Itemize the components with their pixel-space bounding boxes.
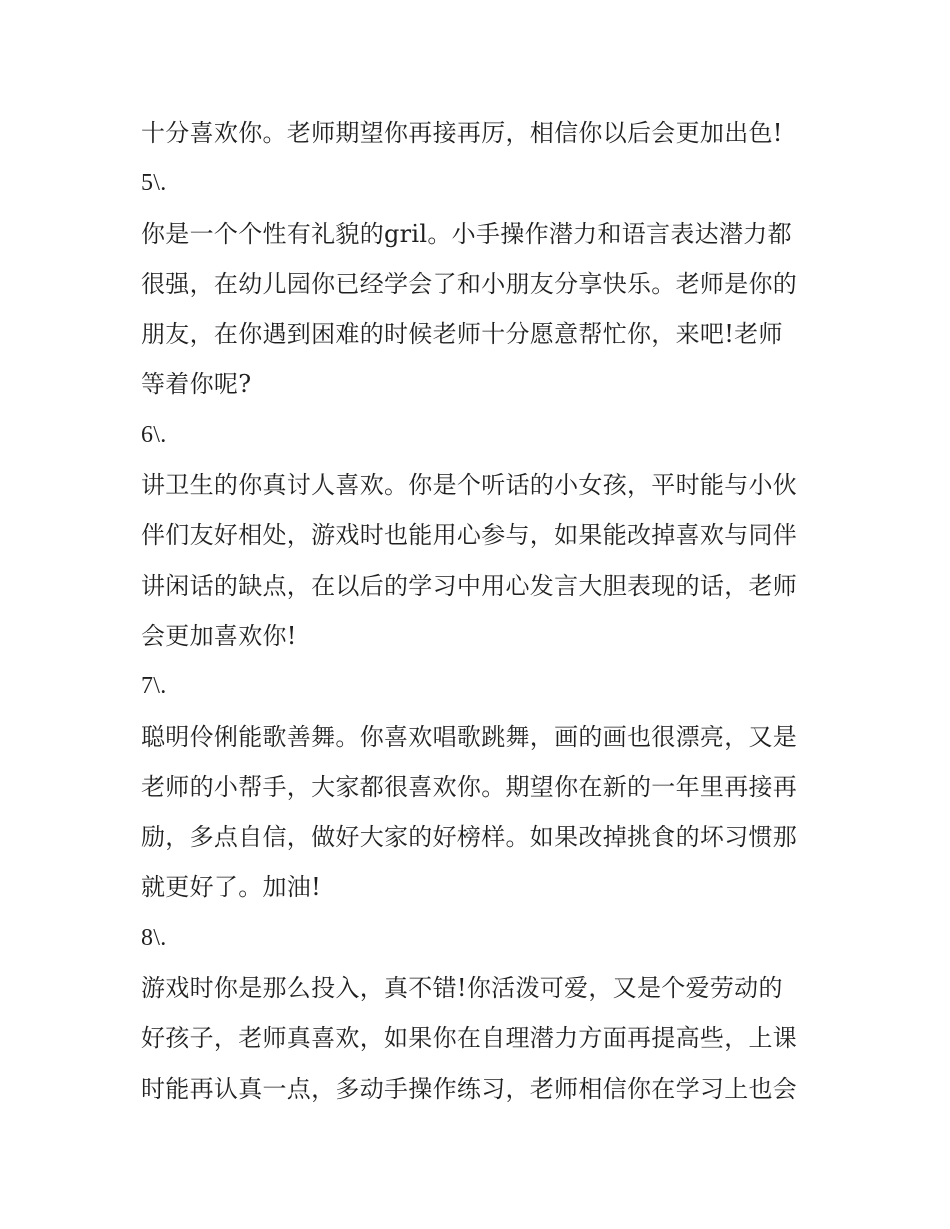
paragraph-line: 会更加喜欢你! (141, 621, 297, 650)
item-number: 8\. (141, 924, 167, 951)
paragraph-line: 讲闲话的缺点，在以后的学习中用心发言大胆表现的话，老师 (141, 571, 798, 600)
paragraph-line: 老师的小帮手，大家都很喜欢你。期望你在新的一年里再接再 (141, 772, 798, 801)
paragraph-line: 等着你呢? (141, 370, 252, 399)
item-number: 7\. (141, 673, 167, 700)
paragraph-line: 好孩子，老师真喜欢，如果你在自理潜力方面再提高些，上课 (141, 1024, 798, 1053)
paragraph-line: 就更好了。加油! (141, 873, 322, 902)
paragraph-line: 十分喜欢你。老师期望你再接再厉，相信你以后会更加出色! (141, 119, 783, 147)
paragraph-line: 朋友，在你遇到困难的时候老师十分愿意帮忙你，来吧!老师 (141, 320, 783, 349)
paragraph-line: 你是一个个性有礼貌的gril。小手操作潜力和语言表达潜力都 (141, 219, 792, 248)
item-number: 6\. (141, 421, 167, 448)
paragraph-line: 励，多点自信，做好大家的好榜样。如果改掉挑食的坏习惯那 (141, 823, 798, 852)
document-body (141, 108, 821, 1114)
paragraph-line: 聪明伶俐能歌善舞。你喜欢唱歌跳舞，画的画也很漂亮，又是 (141, 722, 798, 751)
item-number: 5\. (141, 170, 167, 197)
paragraph-line: 伴们友好相处，游戏时也能用心参与，如果能改掉喜欢与同伴 (141, 521, 798, 550)
paragraph-line: 很强，在幼儿园你已经学会了和小朋友分享快乐。老师是你的 (141, 269, 798, 298)
paragraph-line: 讲卫生的你真讨人喜欢。你是个听话的小女孩，平时能与小伙 (141, 471, 798, 500)
paragraph-line: 时能再认真一点，多动手操作练习，老师相信你在学习上也会 (141, 1074, 798, 1103)
paragraph-line: 游戏时你是那么投入，真不错!你活泼可爱，又是个爱劳动的 (141, 974, 783, 1003)
